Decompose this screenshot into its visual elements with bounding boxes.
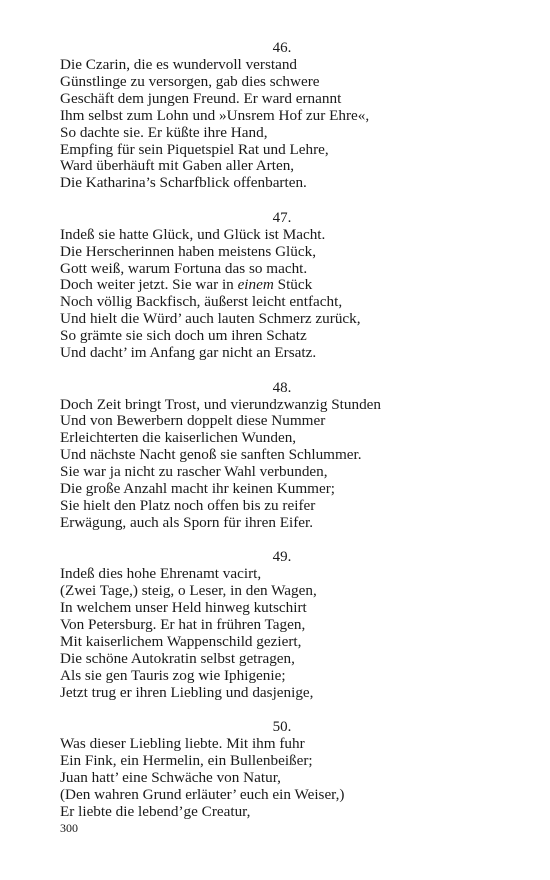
- verse-line: Noch völlig Backfisch, äußerst leicht entfacht,: [60, 293, 343, 311]
- stanza-50: [60, 719, 500, 821]
- verse-line: Erleichterten die kaiserlichen Wunden,: [60, 429, 297, 447]
- verse-line: In welchem unser Held hinweg kutschirt: [60, 599, 307, 617]
- verse-line: Die Herscherinnen haben meistens Glück,: [60, 242, 316, 260]
- stanza-48: [60, 380, 500, 532]
- verse-line: Indeß sie hatte Glück, und Glück ist Macht.: [60, 225, 326, 243]
- verse-line: (Zwei Tage,) steig, o Leser, in den Wagen,: [60, 582, 317, 600]
- poem-page: [60, 40, 500, 838]
- emphasized-word: einem: [237, 276, 274, 294]
- verse-line: Was dieser Liebling liebte. Mit ihm fuhr: [60, 735, 305, 752]
- verse-line: Geschäft dem jungen Freund. Er ward ernannt: [60, 89, 342, 107]
- verse-line: Als sie gen Tauris zog wie Iphigenie;: [60, 666, 286, 684]
- verse-line: Von Petersburg. Er hat in frühren Tagen,: [60, 615, 306, 633]
- verse-line: Mit kaiserlichem Wappenschild geziert,: [60, 632, 302, 650]
- verse-line: Empfing für sein Piquetspiel Rat und Lehre,: [60, 140, 329, 158]
- stanza-number: 46.: [272, 40, 292, 56]
- verse-line-emphasis: [60, 277, 500, 294]
- verse-line: Und dacht’ im Anfang gar nicht an Ersatz.: [60, 344, 317, 362]
- verse-line: Die Katharina’s Scharfblick offenbarten.: [60, 174, 307, 192]
- stanza-number: 48.: [272, 379, 292, 396]
- verse-line: Jetzt trug er ihren Liebling und dasjenige,: [60, 683, 314, 701]
- verse-line: Die Czarin, die es wundervoll verstand: [60, 56, 298, 73]
- stanza-47: [60, 210, 500, 362]
- verse-line: Juan hatt’ eine Schwäche von Natur,: [60, 768, 281, 786]
- stanza-number: 49.: [272, 549, 292, 566]
- verse-line: Doch Zeit bringt Trost, und vierundzwanzig Stunden: [60, 395, 382, 413]
- verse-line: Indeß dies hohe Ehrenamt vacirt,: [60, 565, 262, 583]
- verse-line: Sie hielt den Platz noch offen bis zu reifer: [60, 496, 316, 514]
- verse-line: Und hielt die Würd’ auch lauten Schmerz zurück,: [60, 310, 361, 328]
- stanza-46: [60, 40, 500, 192]
- stanza-number: 50.: [272, 719, 292, 735]
- verse-line: Ward überhäuft mit Gaben aller Arten,: [60, 157, 295, 175]
- verse-line: Sie war ja nicht zu rascher Wahl verbunden,: [60, 463, 328, 481]
- verse-line: Ein Fink, ein Hermelin, ein Bullenbeißer;: [60, 751, 313, 769]
- verse-line: Die große Anzahl macht ihr keinen Kummer;: [60, 480, 335, 498]
- verse-line: (Den wahren Grund erläuter’ euch ein Weiser,): [60, 785, 345, 803]
- verse-text: Doch weiter jetzt. Sie war in: [60, 276, 238, 294]
- verse-line: So grämte sie sich doch um ihren Schatz: [60, 327, 307, 345]
- verse-line: Und von Bewerbern doppelt diese Nummer: [60, 412, 326, 430]
- verse-line: Günstlinge zu versorgen, gab dies schwere: [60, 72, 320, 90]
- stanza-number: 47.: [272, 209, 292, 226]
- verse-line: Die schöne Autokratin selbst getragen,: [60, 649, 295, 667]
- verse-line: Gott weiß, warum Fortuna das so macht.: [60, 259, 308, 277]
- page-number: 300: [60, 821, 78, 835]
- verse-line: Erwägung, auch als Sporn für ihren Eifer.: [60, 513, 314, 531]
- verse-line: Er liebte die lebend’ge Creatur,: [60, 802, 251, 820]
- verse-line: So dachte sie. Er küßte ihre Hand,: [60, 123, 268, 141]
- verse-line: Ihm selbst zum Lohn und »Unsrem Hof zur Ehre«,: [60, 106, 370, 124]
- verse-line: Und nächste Nacht genoß sie sanften Schlummer.: [60, 446, 362, 464]
- stanza-49: [60, 549, 500, 701]
- verse-text: Stück: [273, 276, 313, 294]
